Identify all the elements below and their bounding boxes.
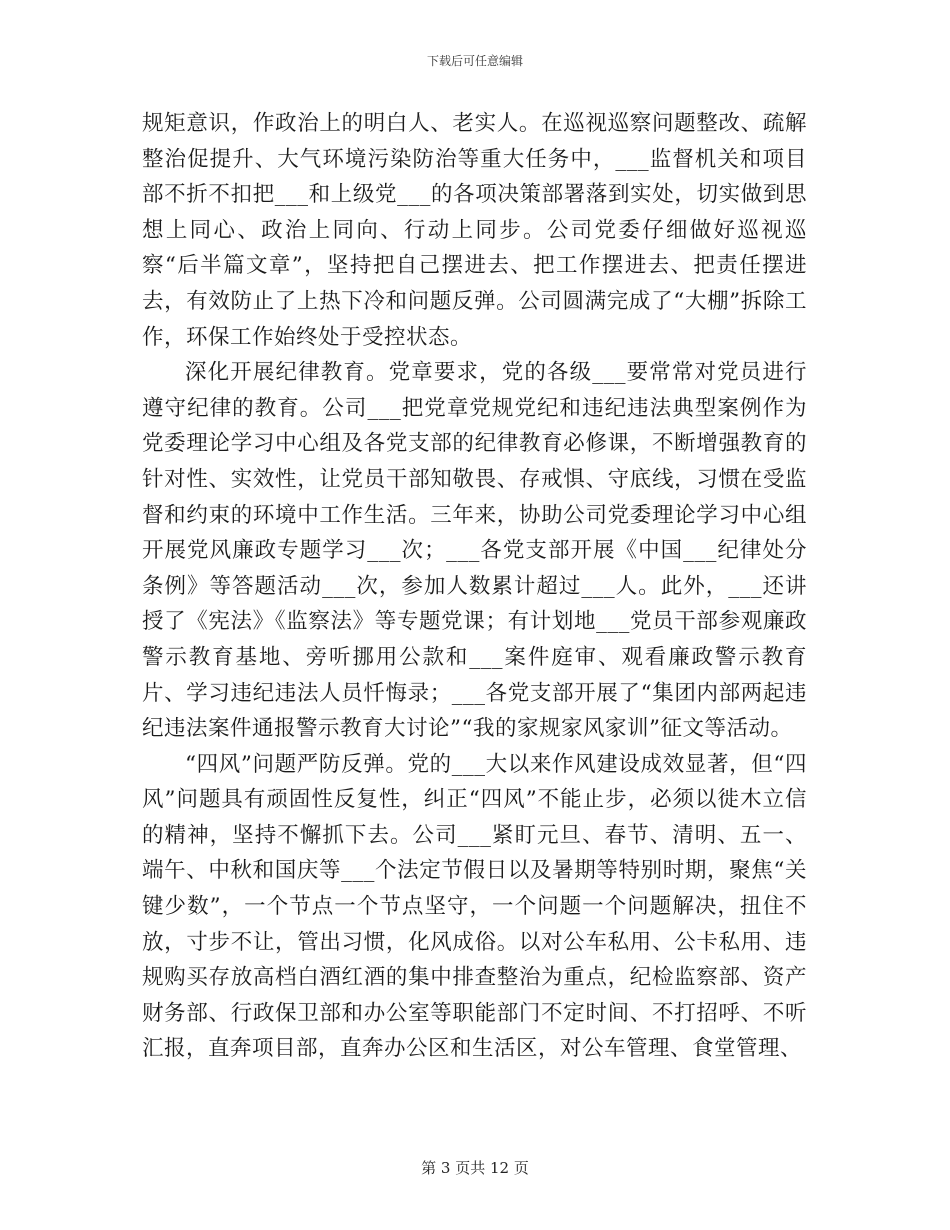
paragraph-2: 深化开展纪律教育。党章要求，党的各级___要常常对党员进行遵守纪律的教育。公司___把党章党规党纪和违纪违法典型案例作为党委理论学习中心组及各党支部的纪律教育必修课，不断增强教育的针对性、实效性，让党员干部知敬畏、存戒惧、守底线，习惯在受监督和约束的环境中工作生活。三年来，协助公司党委理论学习中心组开展党风廉政专题学习___次；___各党支部开展《中国___纪律处分条例》等答题活动___次，参加人数累计超过___人。此外，___还讲授了《宪法》《监察法》等专题党课；有计划地___党员干部参观廉政警示教育基地、旁听挪用公款和___案件庭审、观看廉政警示教育片、学习违纪违法人员忏悔录；___各党支部开展了“集团内部两起违纪违法案件通报警示教育大讨论”“我的家规家风家训”征文等活动。 [142, 360, 807, 742]
page-header: 下载后可任意编辑 [426, 54, 523, 68]
page-number: 第 3 页共 12 页 [421, 1159, 529, 1177]
document-body [142, 106, 807, 1067]
paragraph-3: “四风”问题严防反弹。党的___大以来作风建设成效显著，但“四风”问题具有顽固性反复性，纠正“四风”不能止步，必须以徙木立信的精神，坚持不懈抓下去。公司___紧盯元旦、春节、清明、五一、端午、中秋和国庆等___个法定节假日以及暑期等特别时期，聚焦“关键少数”，一个节点一个节点坚守，一个问题一个问题解决，扭住不放，寸步不让，管出习惯，化风成俗。以对公车私用、公卡私用、违规购买存放高档白酒红酒的集中排查整治为重点，纪检监察部、资产财务部、行政保卫部和办公室等职能部门不定时间、不打招呼、不听汇报，直奔项目部，直奔办公区和生活区，对公车管理、食堂管理、 [142, 751, 807, 1062]
paragraph-1: 规矩意识，作政治上的明白人、老实人。在巡视巡察问题整改、疏解整治促提升、大气环境污染防治等重大任务中，___监督机关和项目部不折不扣把___和上级党___的各项决策部署落到实处，切实做到思想上同心、政治上同向、行动上同步。公司党委仔细做好巡视巡察“后半篇文章”，坚持把自己摆进去、把工作摆进去、把责任摆进去，有效防止了上热下冷和问题反弹。公司圆满完成了“大棚”拆除工作，环保工作始终处于受控状态。 [142, 111, 807, 350]
